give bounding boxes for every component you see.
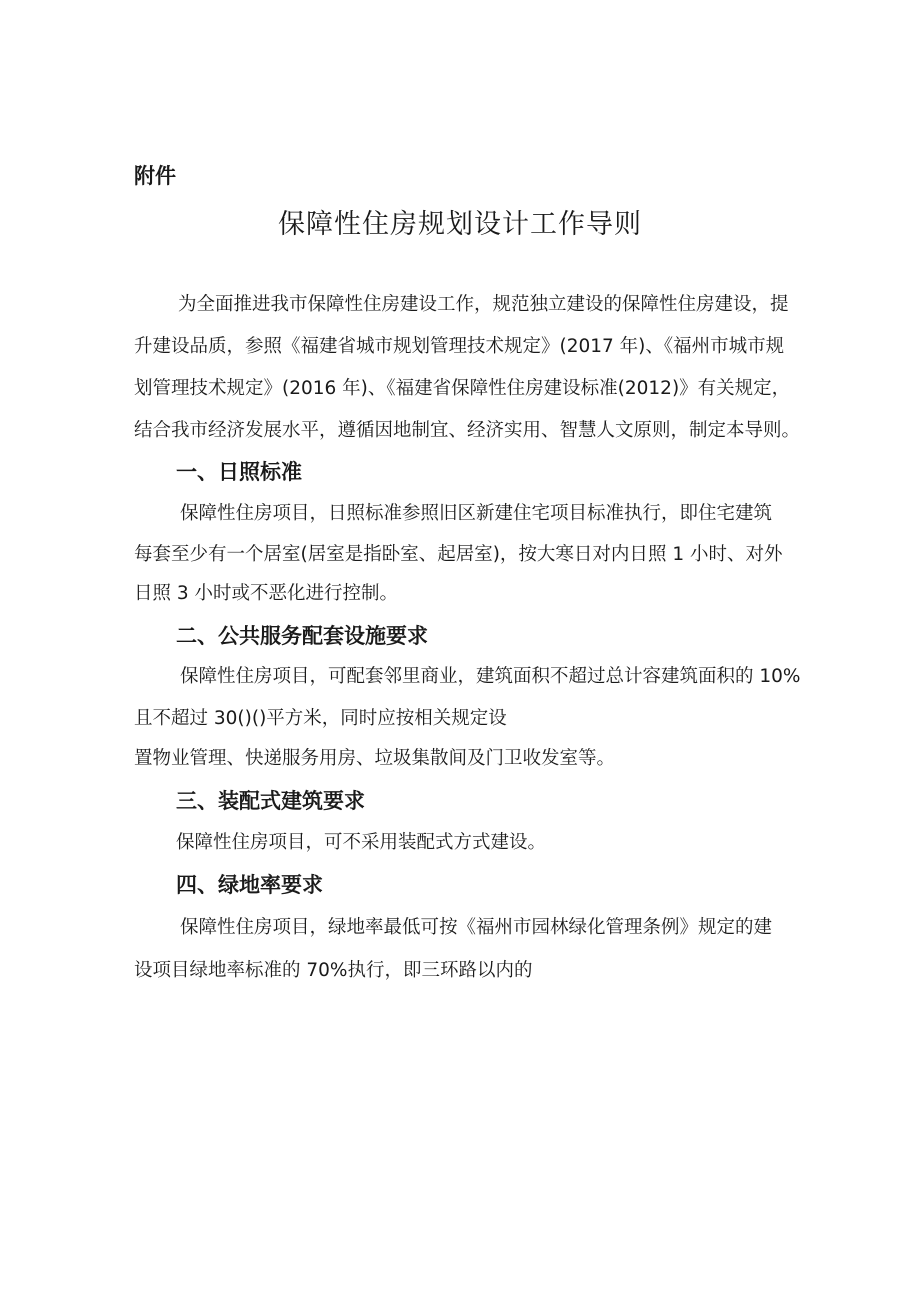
- section-heading: 三、装配式建筑要求: [176, 789, 365, 813]
- intro-line: 结合我市经济发展水平，遵循因地制宜、经济实用、智慧人文原则，制定本导则。: [134, 420, 801, 441]
- attachment-label: 附件: [134, 164, 176, 188]
- section-line: 保障性住房项目，绿地率最低可按《福州市园林绿化管理条例》规定的建: [180, 917, 773, 938]
- intro-line: 升建设品质，参照《福建省城市规划管理技术规定》(2017 年)、《福州市城市规: [134, 336, 785, 357]
- intro-line: 划管理技术规定》(2016 年)、《福建省保障性住房建设标准(2012)》有关规定，: [134, 378, 791, 399]
- intro-line: 为全面推进我市保障性住房建设工作，规范独立建设的保障性住房建设，提: [178, 294, 789, 315]
- section-line: 每套至少有一个居室(居室是指卧室、起居室)，按大寒日对内日照 1 小时、对外: [134, 544, 783, 565]
- page-title: 保障性住房规划设计工作导则: [278, 209, 642, 240]
- section-line: 保障性住房项目，日照标准参照旧区新建住宅项目标准执行，即住宅建筑: [180, 503, 773, 524]
- section-line: 置物业管理、快递服务用房、垃圾集散间及门卫收发室等。: [134, 748, 616, 769]
- section-line: 设项目绿地率标准的 70%执行，即三环路以内的: [134, 960, 533, 981]
- section-line: 日照 3 小时或不恶化进行控制。: [134, 583, 399, 604]
- section-line: 保障性住房项目，可配套邻里商业，建筑面积不超过总计容建筑面积的 10%: [180, 666, 801, 687]
- section-heading: 一、日照标准: [176, 460, 302, 484]
- section-line: 且不超过 30()()平方米，同时应按相关规定设: [134, 708, 507, 729]
- section-heading: 二、公共服务配套设施要求: [176, 624, 428, 648]
- section-line: 保障性住房项目，可不采用装配式方式建设。: [176, 832, 547, 853]
- section-heading: 四、绿地率要求: [176, 873, 323, 897]
